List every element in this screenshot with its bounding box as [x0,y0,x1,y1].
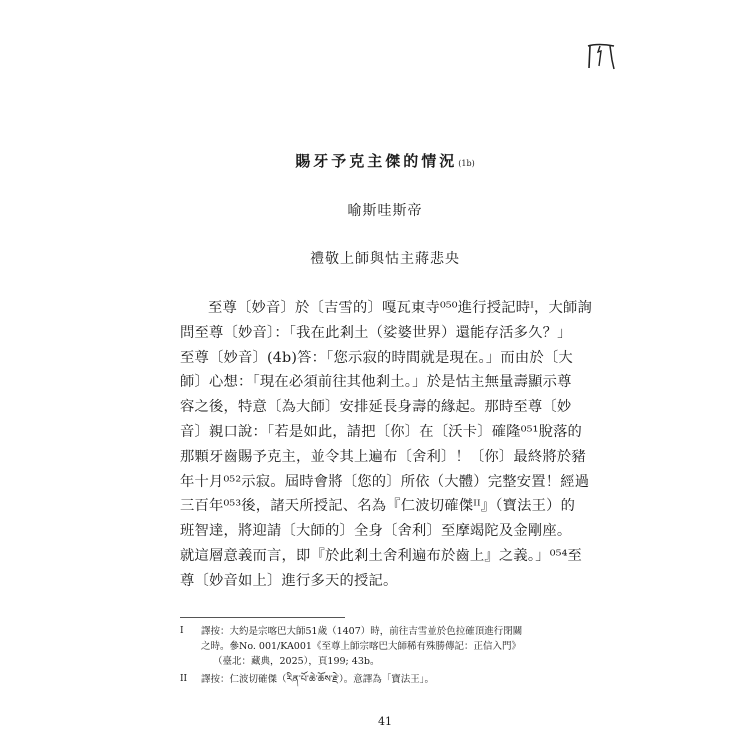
body-line: 師〕心想：「現在必須前往其他剎土。」於是怙主無量壽顯示尊 [180,374,572,391]
body-line: 就這層意義而言，即『於此剎土舍利遍布於齒上』之義。」⁰⁵⁴至 [180,547,583,564]
body-line: 那顆牙齒賜予克主，並令其上遍布〔舍利〕！〔你〕最終將於豬 [180,448,586,465]
footnote-line: （臺北：藏典，2025），頁199; 43b。 [213,656,380,667]
tibetan-letter-mark-icon [584,40,620,72]
author-name: 喻斯哇斯帝 [347,203,423,219]
footnote-mark: I [180,626,184,636]
body-line: 至尊〔妙音〕(4b)答：「您示寂的時間就是現在。」而由於〔大 [180,349,573,366]
footnote-item [180,624,580,669]
footnotes [180,624,580,690]
body-line: 音〕親口說：「若是如此，請把〔你〕在〔沃卡〕確隆⁰⁵¹脫落的 [180,423,583,440]
page-number: 41 [378,715,392,728]
body-line: 年十月⁰⁵²示寂。屆時會將〔您的〕所依（大體）完整安置！經過 [180,473,590,490]
footnote-line: 譯按：大約是宗喀巴大師51歲（1407）時，前往吉雪並於色拉確頂進行閉關 [201,626,523,637]
folio-marker: (1b) [458,159,475,168]
footnote-divider [180,617,345,618]
body-line: 班智達，將迎請〔大師的〕全身〔舍利〕至摩竭陀及金剛座。 [180,523,572,540]
footnote-line: 之時。參No. 001/KA001《至尊上師宗喀巴大師稀有殊勝傳記：正信入門》 [201,641,521,652]
page-title [10,150,750,171]
body-line: 容之後，特意〔為大師〕安排延長身壽的緣起。那時至尊〔妙 [180,399,572,416]
body-paragraph [180,296,592,594]
title-text: 賜牙予克主傑的情況 [295,152,458,170]
body-line: 至尊〔妙音〕於〔吉雪的〕嘎瓦東寺⁰⁵⁰進行授記時ᴵ，大師詢 [208,300,592,316]
homage-line: 禮敬上師與怙主蔣悲央 [310,251,460,267]
footnote-item [180,672,580,687]
body-line: 三百年⁰⁵³後，諸天所授記、名為『仁波切確傑ᴵᴵ』（寶法王）的 [180,498,576,515]
footnote-line: 譯按：仁波切確傑（རིན་པོ་ཆེ་ཆོས་རྗེ་）。意譯為「寶法王」。 [201,674,434,685]
body-line: 問至尊〔妙音〕：「我在此剎土（娑婆世界）還能存活多久？」 [180,324,572,341]
body-line: 尊〔妙音如上〕進行多天的授記。 [180,572,398,589]
footnote-mark: II [180,674,188,684]
